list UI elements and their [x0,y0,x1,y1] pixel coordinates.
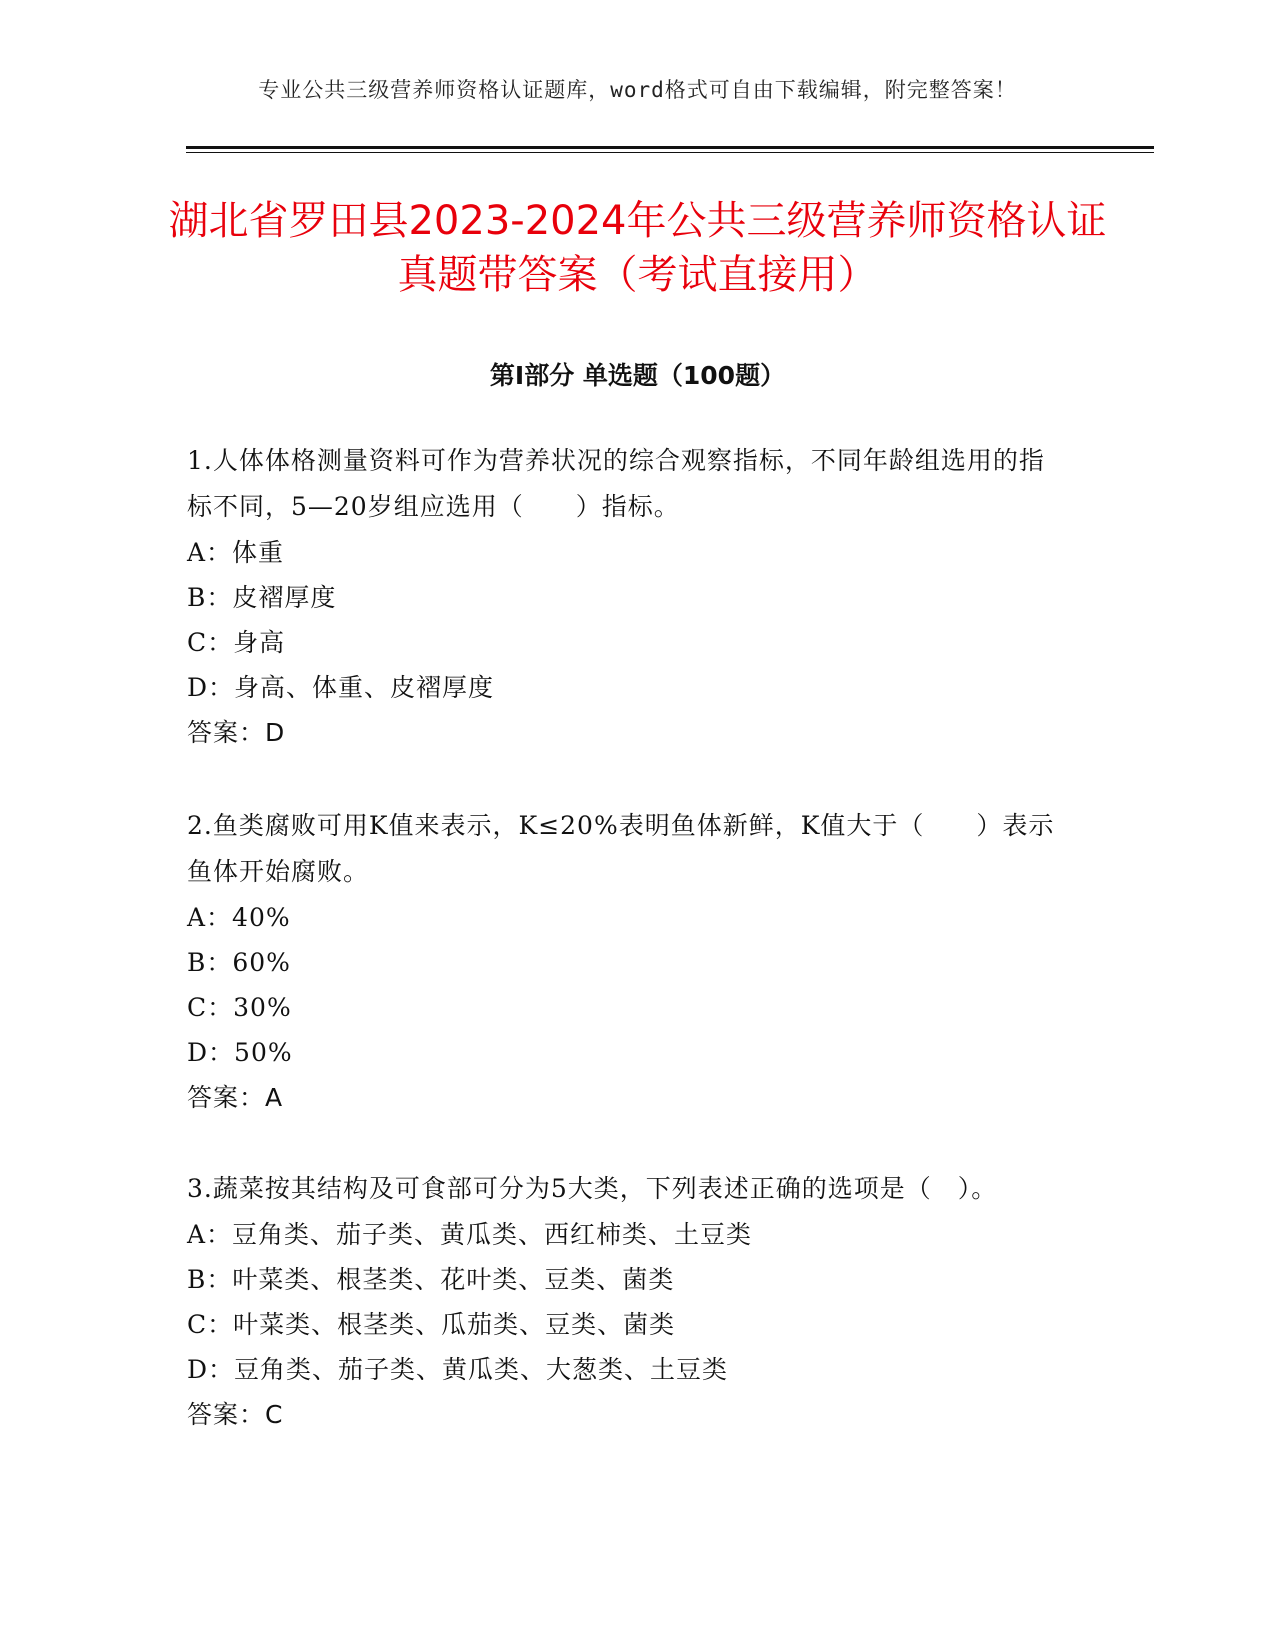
header-rule-thick [186,146,1154,149]
header-note: 专业公共三级营养师资格认证题库，word格式可自由下载编辑，附完整答案！ [258,78,1017,102]
answer: 答案：C [187,1400,284,1429]
answer: 答案：D [187,718,286,747]
question-stem: 3.蔬菜按其结构及可食部可分为5大类，下列表述正确的选项是（ ）。 [187,1174,998,1203]
option-d: D：身高、体重、皮褶厚度 [187,673,495,702]
option-a: A：体重 [187,538,285,567]
question-stem: 2.鱼类腐败可用K值来表示，K≤20%表明鱼体新鲜，K值大于（ ）表示鱼体开始腐败。 [187,811,1055,886]
section-heading: 第Ⅰ部分 单选题（100题） [489,361,786,390]
document-title: 湖北省罗田县2023-2024年公共三级营养师资格认证真题带答案（考试直接用） [168,198,1107,298]
option-a: A：豆角类、茄子类、黄瓜类、西红柿类、土豆类 [187,1220,753,1249]
answer: 答案：A [187,1083,284,1112]
option-d: D：50% [187,1038,293,1067]
option-c: C：身高 [187,628,286,657]
question-stem: 1.人体体格测量资料可作为营养状况的综合观察指标，不同年龄组选用的指标不同，5—20岁组应选用（ ）指标。 [187,446,1045,521]
question-3 [187,1166,1067,1437]
header-rule-thin [186,152,1154,153]
option-b: B：60% [187,948,291,977]
question-2 [187,803,1067,1120]
option-c: C：30% [187,993,292,1022]
option-b: B：皮褶厚度 [187,583,337,612]
option-a: A：40% [187,903,291,932]
option-d: D：豆角类、茄子类、黄瓜类、大葱类、土豆类 [187,1355,729,1384]
question-1 [187,438,1067,755]
option-b: B：叶菜类、根茎类、花叶类、豆类、菌类 [187,1265,675,1294]
option-c: C：叶菜类、根茎类、瓜茄类、豆类、菌类 [187,1310,676,1339]
